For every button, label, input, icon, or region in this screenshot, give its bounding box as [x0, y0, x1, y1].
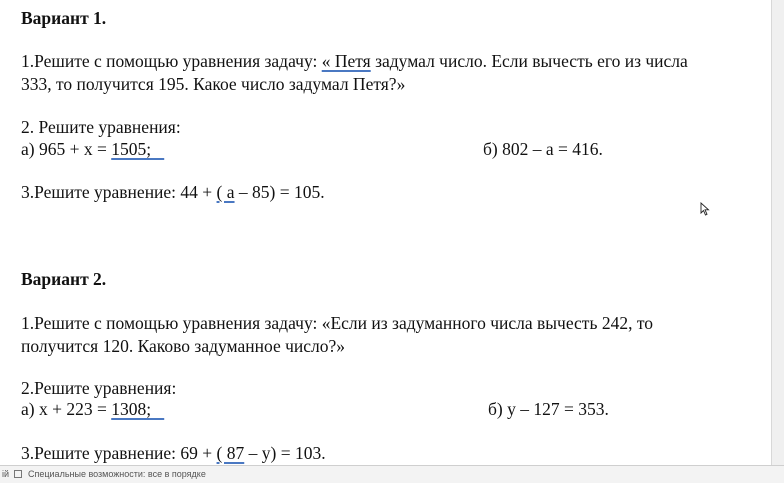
variant1-task2-a-prefix: а) 965 + х =: [21, 139, 112, 159]
vertical-scrollbar[interactable]: [771, 0, 784, 466]
variant2-task1-line1: 1.Решите с помощью уравнения задачу: «Если из задуманного числа вычесть 242, то: [21, 313, 653, 333]
variant1-task1-prefix: 1.Решите с помощью уравнения задачу:: [21, 51, 322, 71]
accessibility-icon[interactable]: [14, 470, 22, 478]
variant2-task2-a-prefix: а) х + 223 =: [21, 399, 112, 419]
variant2-task2-a: [21, 399, 164, 419]
variant1-task2-title: 2. Решите уравнения:: [21, 117, 181, 137]
variant1-task2-a: [21, 139, 164, 159]
variant1-task3-prefix: 3.Решите уравнение: 44 +: [21, 182, 217, 202]
variant1-task2-b: б) 802 – а = 416.: [483, 139, 603, 159]
variant1-task2-a-answer: 1505;: [111, 139, 165, 159]
variant2-task2-b: б) у – 127 = 353.: [488, 399, 609, 419]
variant1-task3-underlined: ( а: [216, 182, 235, 202]
variant2-task3: [21, 443, 326, 463]
status-bar: [0, 465, 784, 483]
variant2-task3-suffix: – у) = 103.: [244, 443, 326, 463]
accessibility-status[interactable]: Специальные возможности: все в порядке: [28, 469, 206, 479]
status-page-indicator: ій: [2, 469, 10, 479]
variant2-task3-prefix: 3.Решите уравнение: 69 +: [21, 443, 217, 463]
variant2-task1-line2: получится 120. Каково задуманное число?»: [21, 336, 346, 356]
variant1-task1-line2: 333, то получится 195. Какое число задумал Петя?»: [21, 74, 406, 94]
variant2-task2-title: 2.Решите уравнения:: [21, 378, 177, 398]
variant1-task1-suffix: задумал число. Если вычесть его из числа: [370, 51, 688, 71]
variant2-heading: Вариант 2.: [21, 269, 107, 289]
variant2-task2-a-answer: 1308;: [111, 399, 165, 419]
mouse-pointer-icon: [700, 202, 710, 216]
variant2-task3-underlined: ( 87: [216, 443, 245, 463]
variant1-task1-line1: [21, 51, 688, 71]
variant1-task1-quote: « Петя: [321, 51, 371, 71]
variant1-task3-suffix: – 85) = 105.: [234, 182, 325, 202]
variant1-task3: [21, 182, 325, 202]
variant1-heading: Вариант 1.: [21, 8, 107, 28]
